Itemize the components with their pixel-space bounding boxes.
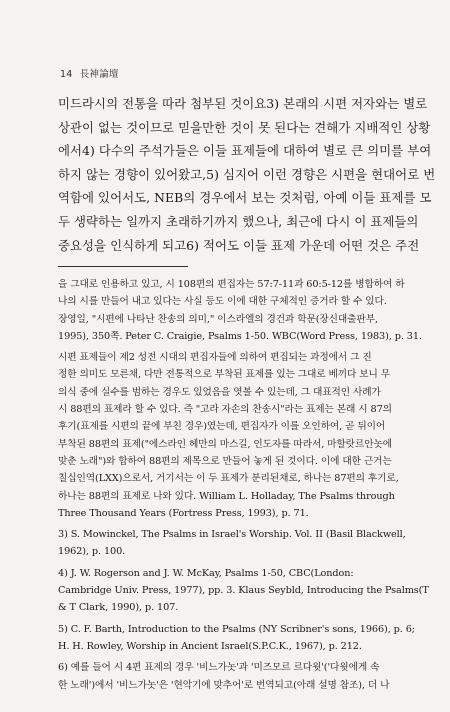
body-line: 하지 않는 경향이 있어왔고,5) 심지어 이런 경향은 시편을 현대어로 번 (58, 166, 436, 182)
footnotes (58, 276, 429, 694)
body-line: 중요성을 인식하게 되고6) 적어도 이들 표제 가운데 어떤 것은 주전 (58, 237, 420, 253)
footnote-line: 을 그대로 인용하고 있고, 시 108편의 편집자는 57:7-11과 60:5-12를 병합하여 하 (58, 279, 405, 290)
body-line: 두 생략하는 일까지 초래하기까지 했으나, 최근에 다시 이 표제들의 (58, 213, 419, 229)
footnote-line: 하나는 88편의 표제로 나와 있다. William L. Holladay, The Psalms through (58, 490, 395, 502)
footnote-line: 맞춘 노래")와 합하여 88편의 제목으로 만들어 놓게 된 것이다. 이에 대한 근거는 (58, 455, 392, 467)
footnote-3 (58, 526, 406, 561)
body-line: 상관이 없는 것이므로 믿을만한 것이 못 된다는 견해가 지배적인 상황 (58, 119, 431, 135)
footnote-line: 부착된 88편의 표제("에스라인 헤만의 마스길, 인도자를 따라서, 마할랏르안놋에 (58, 438, 392, 450)
footnote-paragraph (58, 349, 399, 522)
footnote-line: 의식 중에 실수를 범하는 경우도 있었음을 엿볼 수 있는데, 그 대표적인 사례가 (58, 386, 381, 398)
journal-title: 長神論壇 (79, 69, 119, 80)
footnote-line: 시 88편의 표제라 할 수 있다. 즉 "고라 자손의 찬송시"라는 표제는 본래 시 87의 (58, 404, 392, 416)
footnote-line: 한 노래')에서 '비느가놋'은 '현악기에 맞추어'로 번역되고(아래 설명 참조), 더 나 (58, 679, 390, 691)
footnote-line: Three Thousand Years (Fortress Press, 1993), p. 71. (58, 507, 309, 519)
footnote-line: 시편 표제들이 제2 성전 시대의 편집자들에 의하여 편집되는 과정에서 그 진 (58, 352, 372, 364)
body-line: 역함에 있어서도, NEB의 경우에서 보는 것처럼, 아예 이들 표제를 모 (58, 190, 432, 206)
footnote-line: & T Clark, 1990), p. 107. (58, 602, 179, 614)
body-line: 에서4) 다수의 주석가들은 이들 표제들에 대하여 별로 큰 의미를 부여 (58, 143, 432, 159)
footnote-line: 5) C. F. Barth, Introduction to the Psalms (NY Scribner's sons, 1966), p. 6; (58, 623, 415, 635)
footnote-line: 칠십인역(LXX)으로서, 거기서는 이 두 표제가 분리된채로, 하나는 87편의 후기로, (58, 473, 399, 485)
footnote-5 (58, 621, 415, 656)
footnote-6 (58, 659, 394, 694)
footnote-line: 정한 의미도 모른채, 다만 전통적으로 부착된 표제를 있는 그대로 베끼다 보니 무 (58, 369, 391, 381)
footnote-line: 1962), p. 100. (58, 546, 126, 558)
footnote-line: 나의 시를 만들어 내고 있다는 사실 등도 이에 대한 구체적인 증거라 할 수 있다. (58, 296, 387, 308)
body-text (58, 92, 436, 257)
footnote-line: 6) 예를 들어 시 4편 표제의 경우 '비느가놋'과 '미즈모르 르다윗'('다윗에게 속 (58, 662, 380, 674)
footnote-continuation (58, 276, 422, 345)
footnote-separator (58, 266, 188, 267)
footnote-line: 장영일, "시편에 나타난 찬송의 의미," 이스라엘의 경건과 학문(장신대출판부, (58, 313, 378, 325)
body-line: 미드라시의 전통을 따라 첨부된 것이요3) 본래의 시편 저자와는 별로 (58, 96, 428, 111)
footnote-line: 3) S. Mowinckel, The Psalms in Israel's Worship. Vol. II (Basil Blackwell, (58, 529, 406, 541)
footnote-line: Cambridge Univ. Press, 1977), pp. 3. Klaus Seybld, Introducing the Psalms(T (58, 585, 429, 597)
footnote-4 (58, 565, 429, 617)
footnote-line: 후기(표제를 시편의 끝에 부친 경우)였는데, 편집자가 이를 오인하여, 곧 뒤이어 (58, 421, 386, 433)
page-number: 14 (60, 69, 73, 80)
footnote-line: 4) J. W. Rogerson and J. W. McKay, Psalms 1-50, CBC(London: (58, 567, 354, 579)
running-head (60, 66, 119, 80)
footnote-line: 1995), 350쪽. Peter C. Craigie, Psalms 1-50. WBC(Word Press, 1983), p. 31. (58, 330, 422, 342)
footnote-line: H. H. Rowley, Worship in Ancient Israel(S.P.C.K., 1967), p. 212. (58, 640, 362, 652)
